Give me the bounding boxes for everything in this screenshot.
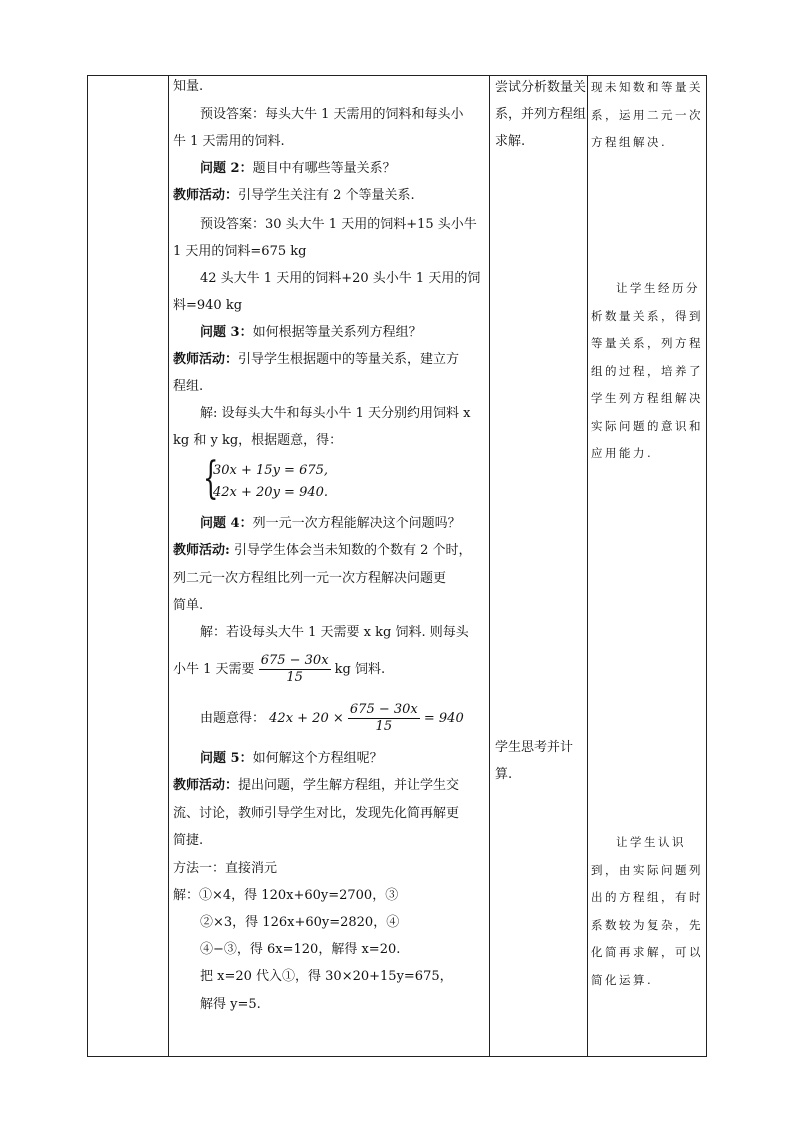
question-text: 题目中有哪些等量关系？ (252, 161, 396, 176)
equation-2: 42x + 20y = 940. (213, 485, 329, 500)
design-intent-text: 让学生认识到，由实际问题列出的方程组，有时系数较为复杂，先化简再求解，可以简化运算. (591, 835, 703, 987)
student-activity-text: 学生思考并计算. (495, 740, 574, 782)
question-text: 列一元一次方程能解决这个问题吗？ (252, 516, 461, 531)
question-label: 问题 5： (200, 751, 253, 766)
question-line (173, 749, 383, 769)
text-line: ④−③，得 6x=120，解得 x=20. (200, 942, 401, 957)
activity-line (173, 186, 415, 206)
question-text: 如何根据等量关系列方程组？ (252, 325, 422, 340)
activity-line (173, 541, 471, 561)
fraction-line (173, 651, 385, 689)
text-line: 把 x=20 代入①，得 30×20+15y=675， (200, 969, 453, 984)
fraction-numerator: 675 − 30x (260, 653, 329, 668)
text-line: ②×3，得 126x+60y=2820，④ (200, 915, 400, 930)
text-line: 流、讨论，教师引导学生对比，发现先化简再解更 (173, 806, 460, 821)
column-divider (587, 76, 588, 1056)
activity-text: 引导学生体会当未知数的个数有 2 个时， (229, 543, 472, 558)
activity-text: 引导学生关注有 2 个等量关系. (238, 188, 415, 203)
equation-right: = 940 (423, 711, 464, 726)
text-line: 程组. (173, 379, 204, 394)
column-divider (489, 76, 490, 1056)
text-segment: 由题意得： (200, 711, 266, 726)
text-line: 1 天用的饲料=675 kg (173, 244, 307, 259)
text-line: 解: 设每头大牛和每头小牛 1 天分别约用饲料 x (200, 406, 471, 421)
text-line: 解：①×4，得 120x+60y=2700，③ (173, 888, 399, 903)
text-line: 预设答案：30 头大牛 1 天用的饲料+15 头小牛 (200, 217, 477, 232)
text-line: 预设答案：每头大牛 1 天需用的饲料和每头小 (200, 107, 464, 122)
text-line: 料=940 kg (173, 298, 243, 313)
text-line: 方法一：直接消元 (173, 861, 278, 876)
activity-line (173, 776, 459, 796)
equation-brace: { (203, 453, 219, 504)
activity-label: 教师活动: (173, 543, 230, 558)
text-line: 列二元一次方程组比列一元一次方程解决问题更 (173, 571, 447, 586)
text-segment: kg 饲料. (334, 662, 386, 677)
design-intent-text: 现未知数和等量关系，运用二元一次方程组解决. (591, 80, 703, 149)
design-intent-text: 让学生经历分析数量关系，得到等量关系，列方程组的过程，培养了学生列方程组解决实际问题的意识和应用能力. (591, 281, 703, 460)
lesson-table (87, 75, 707, 1057)
activity-label: 教师活动： (173, 352, 239, 367)
fraction (259, 653, 331, 686)
text-line: 解：若设每头大牛 1 天需要 x kg 饲料. 则每头 (200, 625, 469, 640)
question-label: 问题 2： (200, 161, 253, 176)
fraction-denominator: 15 (375, 719, 393, 734)
question-text: 如何解这个方程组呢？ (252, 751, 383, 766)
question-line (173, 323, 422, 343)
question-line (173, 159, 396, 179)
equation-1: 30x + 15y = 675, (213, 463, 329, 478)
text-line: 知量. (173, 79, 204, 94)
equation-line (173, 700, 464, 738)
activity-label: 教师活动： (173, 778, 239, 793)
activity-label: 教师活动： (173, 188, 239, 203)
fraction (348, 702, 420, 735)
activity-line (173, 350, 459, 370)
text-line: kg 和 y kg，根据题意，得： (173, 433, 343, 448)
activity-text: 引导学生根据题中的等量关系，建立方 (238, 352, 460, 367)
question-label: 问题 4： (200, 516, 253, 531)
student-activity-text: 尝试分析数量关系，并列方程组求解. (495, 80, 587, 149)
text-line: 42 头大牛 1 天用的饲料+20 头小牛 1 天用的饲 (200, 271, 481, 286)
equation-left: 42x + 20 × (269, 711, 344, 726)
fraction-denominator: 15 (286, 670, 303, 685)
text-line: 解得 y=5. (200, 997, 261, 1012)
text-line: 简单. (173, 598, 204, 613)
column-divider (168, 76, 169, 1056)
activity-text: 提出问题，学生解方程组，并让学生交 (238, 778, 460, 793)
text-line: 简捷. (173, 833, 204, 848)
question-line (173, 514, 461, 534)
fraction-numerator: 675 − 30x (349, 702, 418, 717)
question-label: 问题 3： (200, 325, 253, 340)
text-segment: 小牛 1 天需要 (173, 662, 255, 677)
text-line: 牛 1 天需用的饲料. (173, 134, 285, 149)
